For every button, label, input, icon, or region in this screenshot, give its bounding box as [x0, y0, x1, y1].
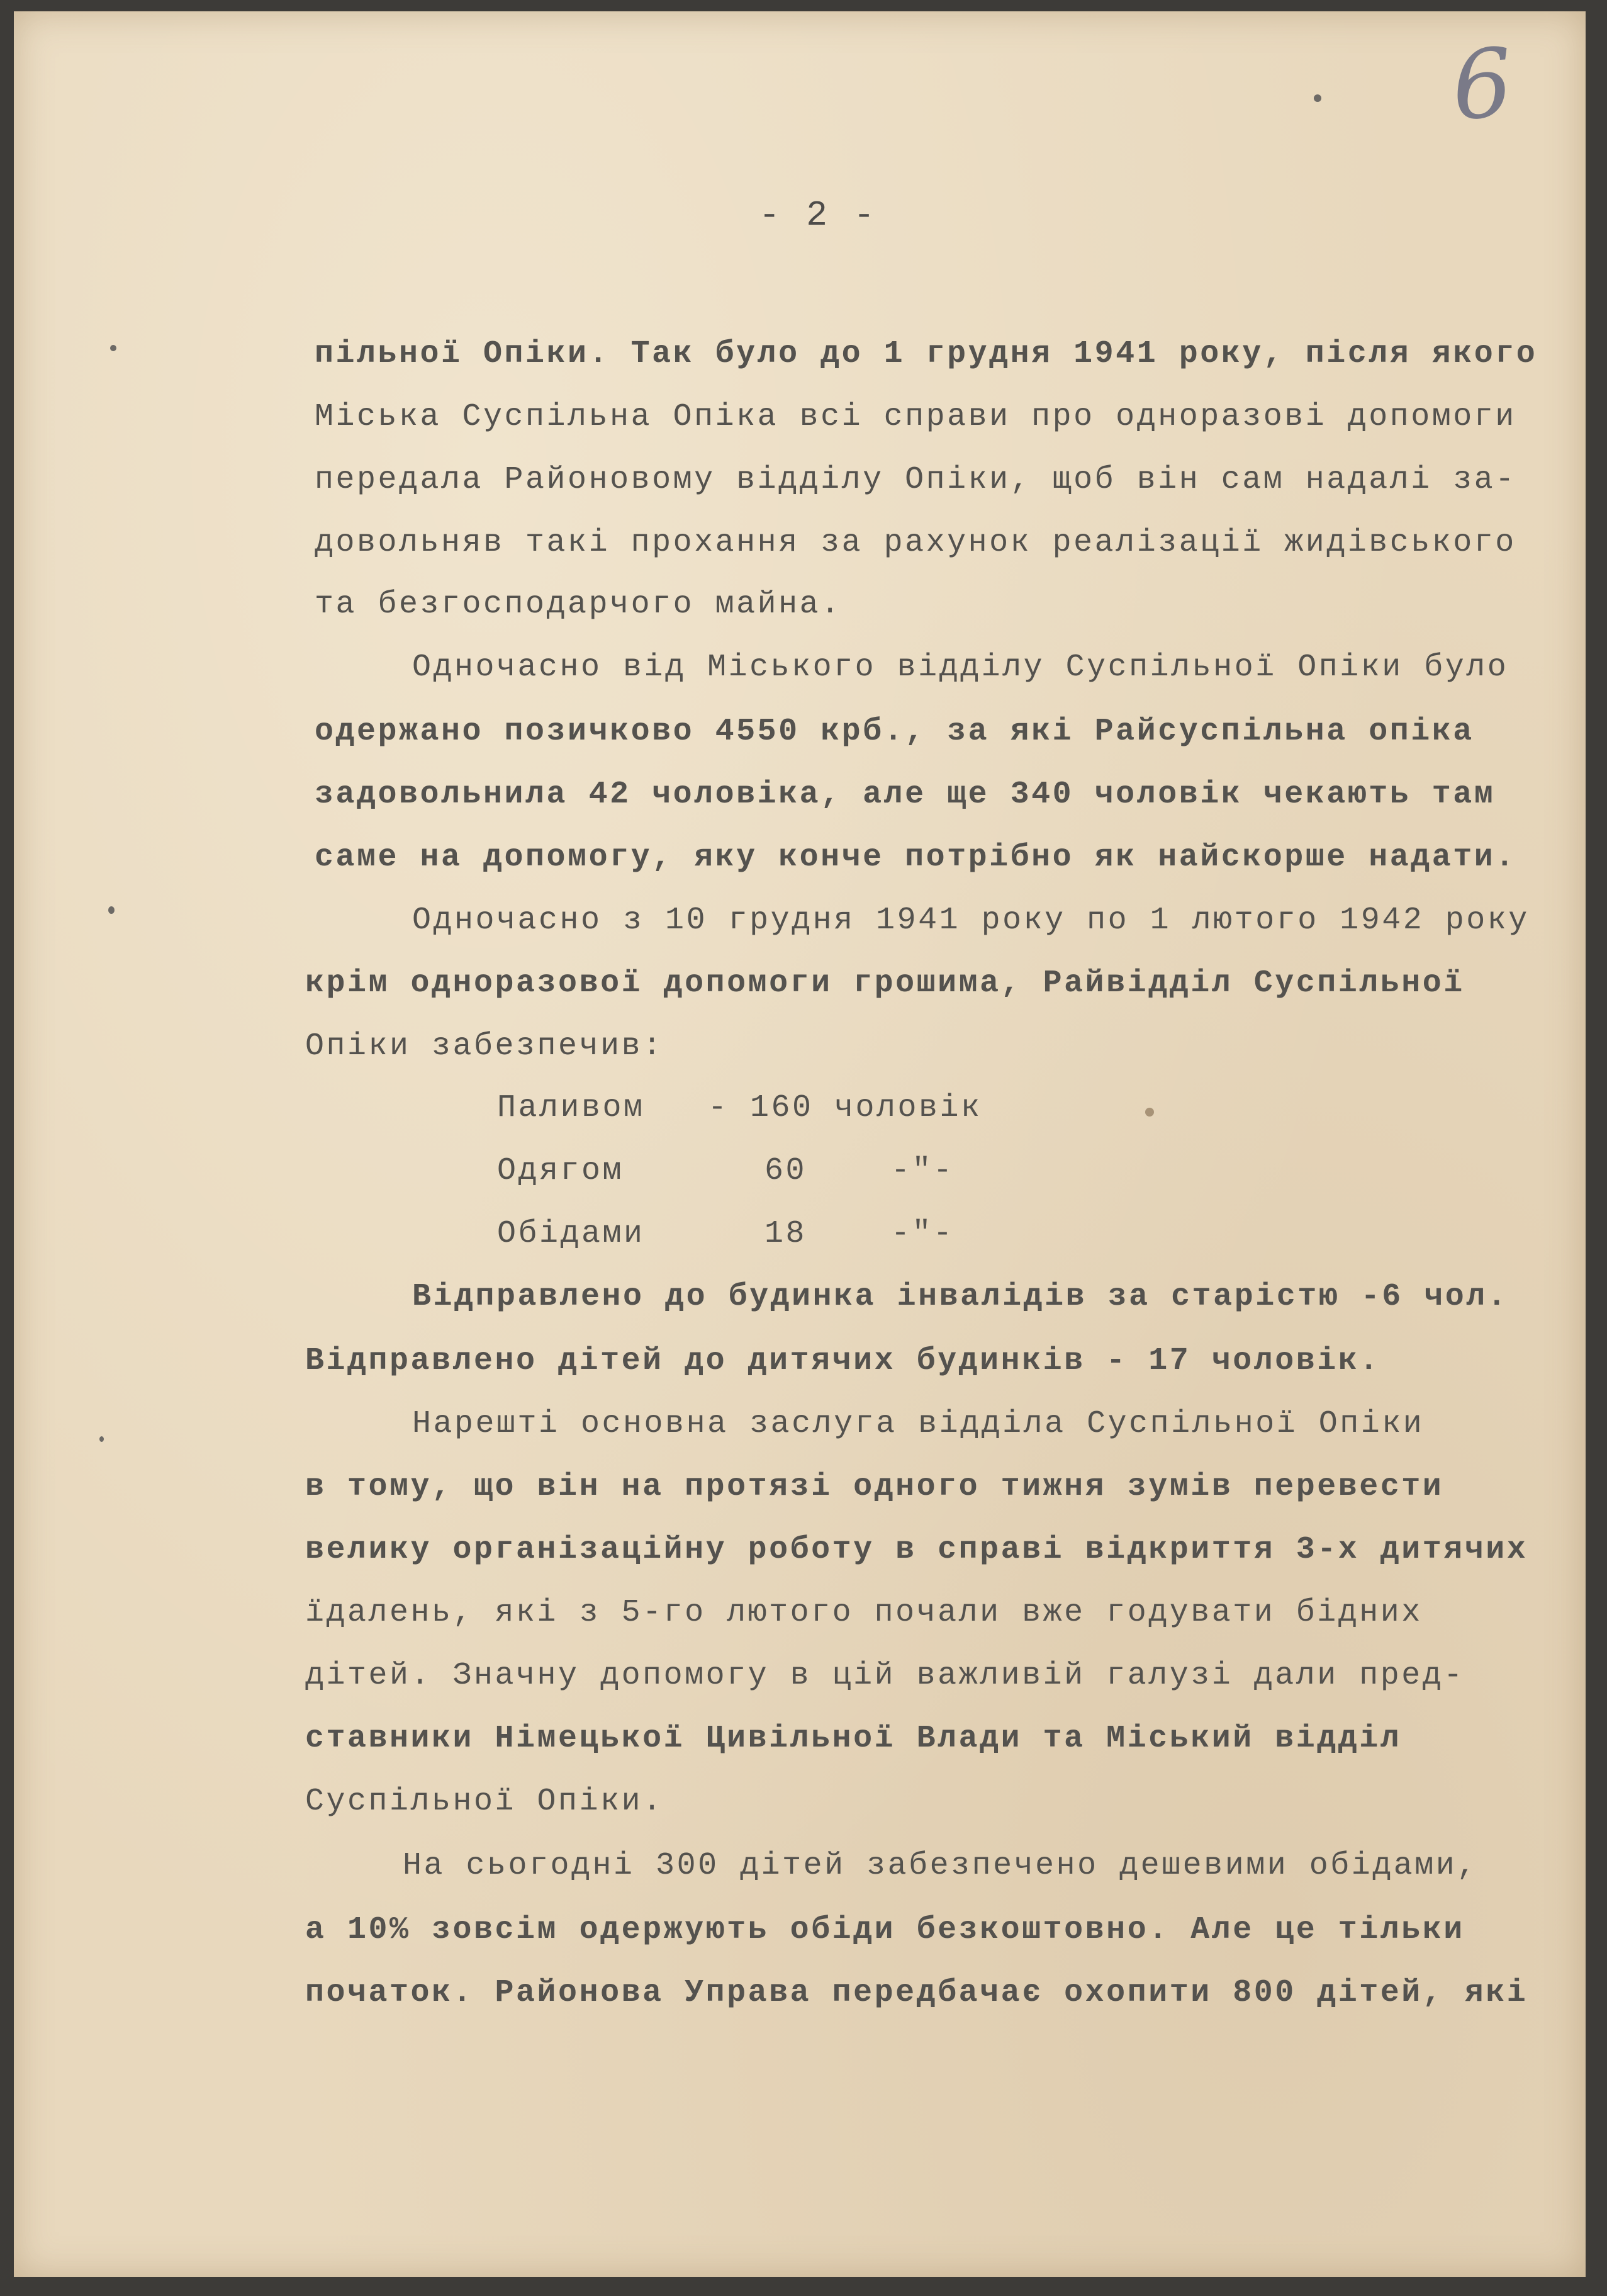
text-line: крім одноразової допомоги грошима, Райвідділ Суспільної [305, 965, 1465, 1001]
text-line: саме на допомогу, яку конче потрібно як найскорше надати. [315, 840, 1516, 875]
text-line: довольняв такі прохання за рахунок реалізації жидівського [315, 525, 1516, 561]
page-number: - 2 - [758, 195, 878, 235]
text-line: Опіки забезпечив: [305, 1028, 664, 1064]
text-line: передала Районовому відділу Опіки, щоб він сам надалі за- [315, 462, 1516, 498]
text-line: Відправлено до будинка інвалідів за старістю -6 чол. [412, 1279, 1509, 1315]
margin-speck [108, 906, 115, 914]
table-value: - 160 чоловік [708, 1090, 982, 1126]
text-line: а 10% зовсім одержують обіди безкоштовно. Але це тільки [305, 1912, 1465, 1948]
text-line: Одночасно з 10 грудня 1941 року по 1 лютого 1942 року [412, 903, 1530, 938]
text-line: Відправлено дітей до дитячих будинків - 17 чоловік. [305, 1343, 1380, 1379]
text-line: Суспільної Опіки. [305, 1784, 664, 1820]
text-line: їдалень, які з 5-го лютого почали вже годувати бідних [305, 1595, 1423, 1631]
margin-speck [99, 1436, 104, 1442]
table-item: Одягом [497, 1153, 624, 1189]
table-value: 60 -"- [764, 1153, 955, 1189]
text-line: Одночасно від Міського відділу Суспільної Опіки було [412, 650, 1509, 685]
text-line: в тому, що він на протязі одного тижня зумів перевести [305, 1469, 1444, 1505]
table-item: Обідами [497, 1216, 645, 1252]
page-speck [1314, 94, 1321, 102]
page-speck [1145, 1108, 1154, 1117]
text-line: та безгосподарчого майна. [315, 587, 842, 622]
text-line: велику організаційну роботу в справі відкриття 3-х дитячих [305, 1532, 1528, 1568]
text-line: одержано позичково 4550 крб., за які Райсуспільна опіка [315, 714, 1474, 750]
text-line: задовольнила 42 чоловіка, але ще 340 чоловік чекають там [315, 777, 1496, 813]
text-line: ставники Німецької Цивільної Влади та Міський відділ [305, 1721, 1402, 1757]
table-value: 18 -"- [764, 1216, 955, 1252]
text-line: початок. Районова Управа передбачає охопити 800 дітей, які [305, 1975, 1528, 2011]
text-line: Міська Суспільна Опіка всі справи про одноразові допомоги [315, 399, 1516, 435]
text-line: На сьогодні 300 дітей забезпечено дешевими обідами, [403, 1848, 1478, 1884]
text-line: пільної Опіки. Так було до 1 грудня 1941 року, після якого [315, 336, 1538, 372]
text-line: дітей. Значну допомогу в цій важливій галузі дали пред- [305, 1658, 1465, 1694]
text-line: Нарешті основна заслуга відділа Суспільної Опіки [412, 1406, 1425, 1442]
table-item: Паливом [497, 1090, 645, 1126]
margin-speck [110, 345, 116, 351]
folio-number: 6 [1448, 28, 1516, 142]
